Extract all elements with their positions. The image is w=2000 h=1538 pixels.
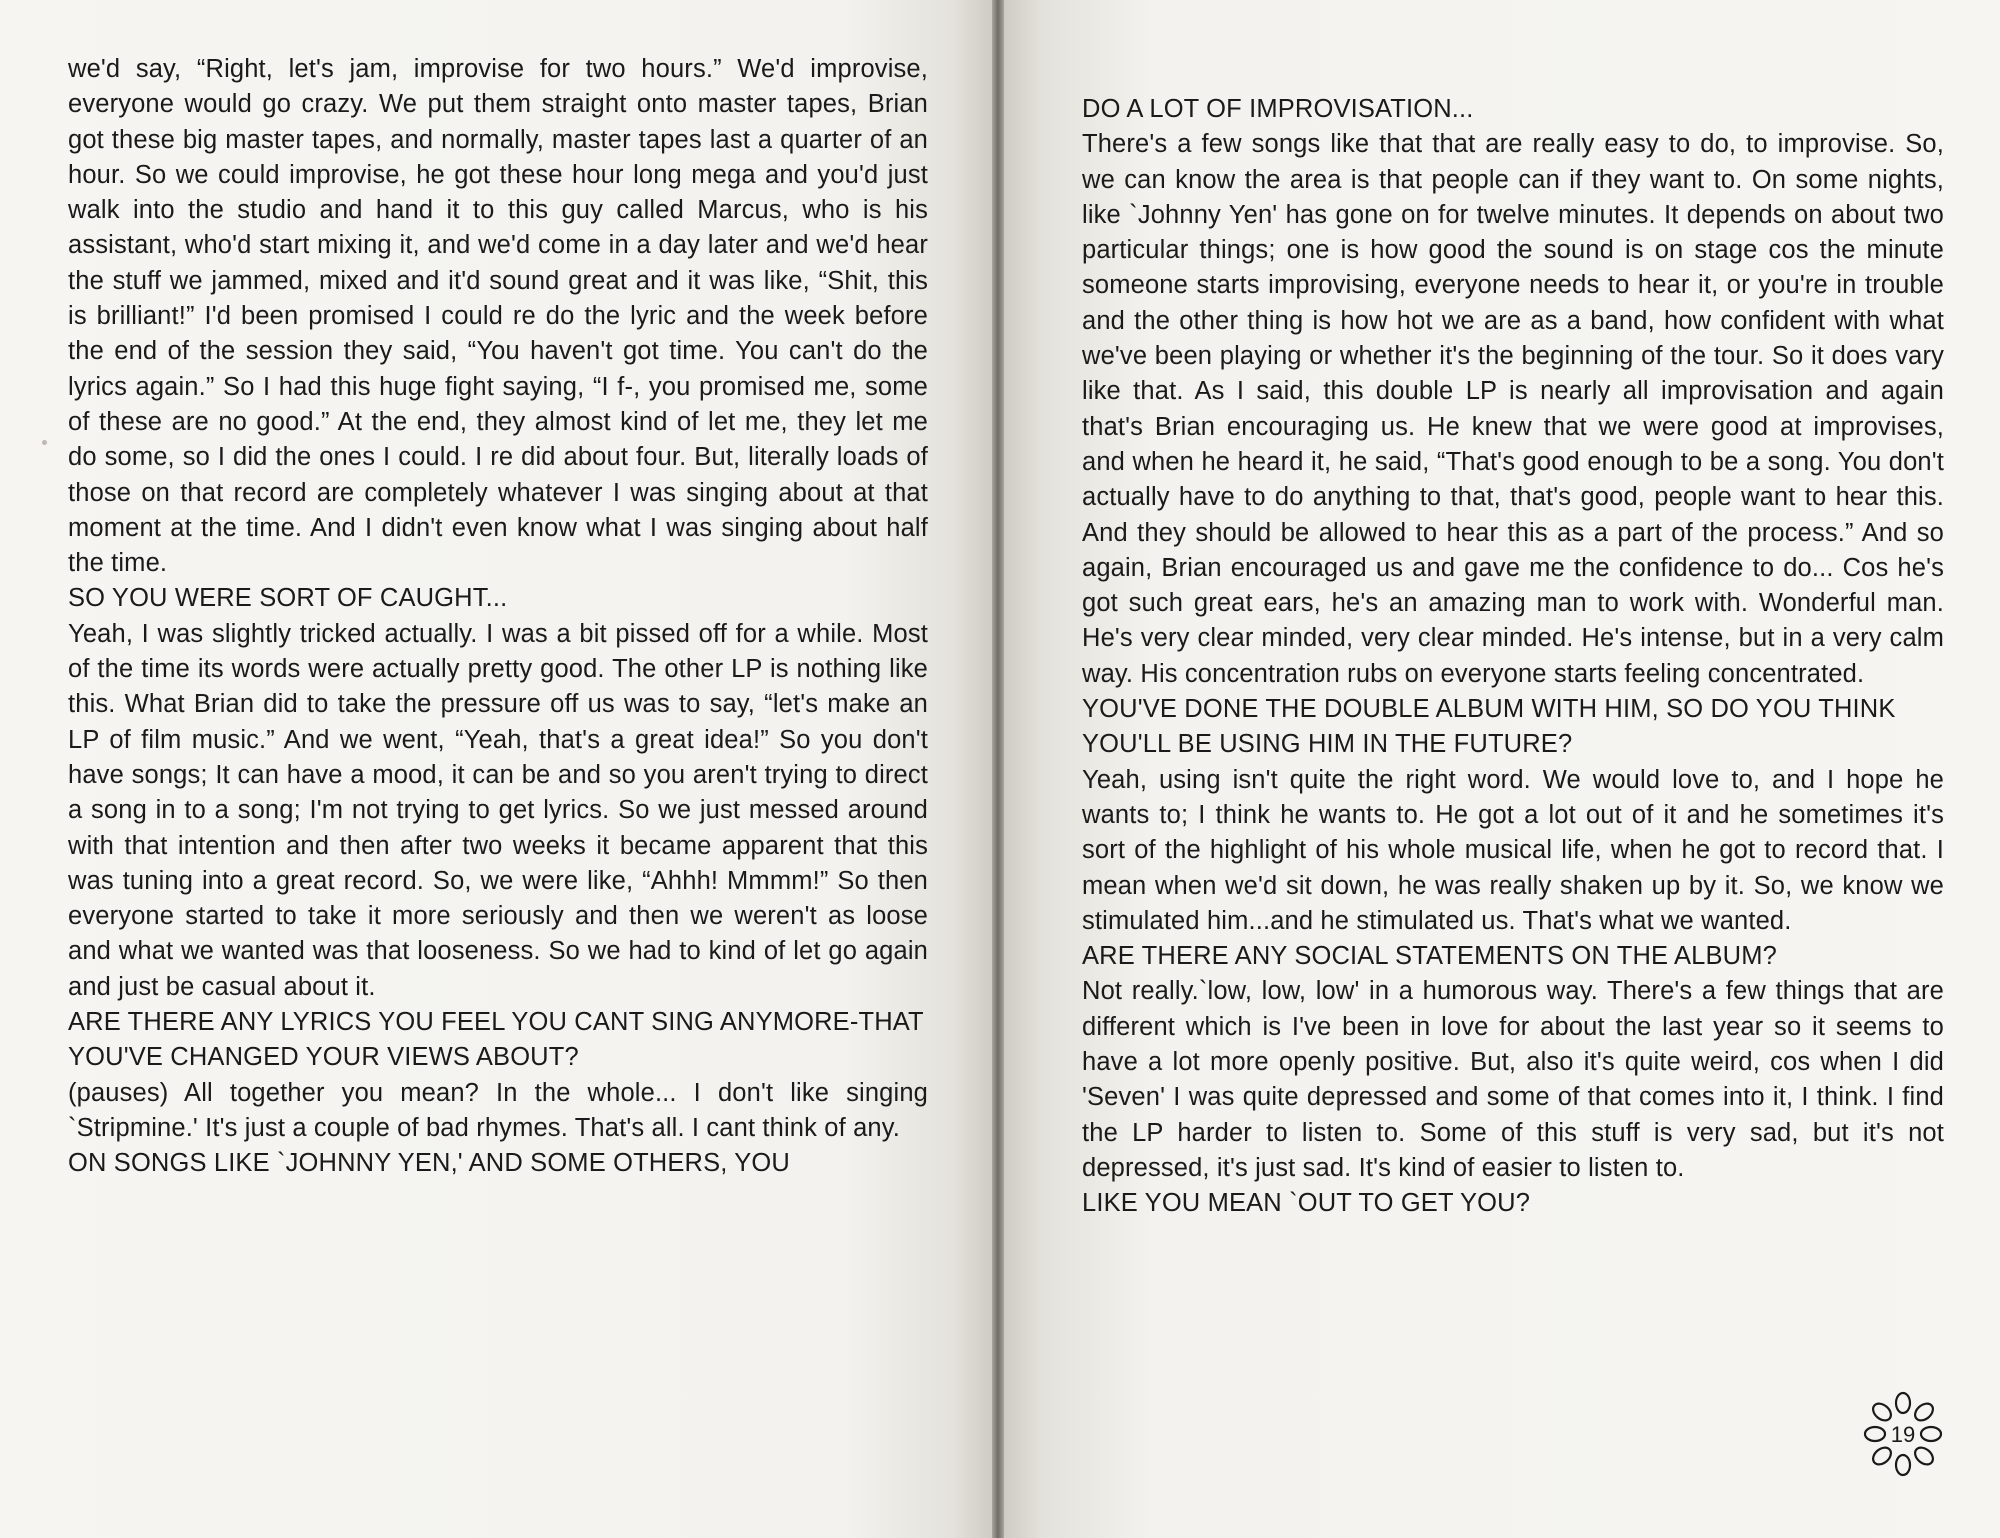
left-question-1: SO YOU WERE SORT OF CAUGHT...	[68, 584, 508, 613]
left-page	[0, 0, 992, 1538]
right-paragraph-1: There's a few songs like that that are really easy to do, to improvise. So, we can know the area is that people can if they want to. On some nights, like `Johnny Yen' has gone on for twelve minutes. It depends on about two particular things; one is how good the sound is on stage cos the minute someone starts improvising, everyone needs to hear it, or you're in trouble and the other thing is how hot we are as a band, how confident with what we've been playing or whether it's the beginning of the tour. So it does vary like that. As I said, this double LP is nearly all improvisation and again that's Brian encouraging us. He knew that we were good at improvises, and when he heard it, he said, “That's good enough to be a song. You don't actually have to do anything to that, that's good, people want to hear this. And they should be allowed to hear this as a part of the process.” And so again, Brian encouraged us and gave me the confidence to do... Cos he's got such great ears, he's an amazing man to work with. Wonderful man. He's very clear minded, very clear minded. He's intense, but in a very calm way. His concentration rubs on everyone starts feeling concentrated.	[1082, 130, 1944, 688]
left-question-2: ARE THERE ANY LYRICS YOU FEEL YOU CANT SING ANYMORE-THAT YOU'VE CHANGED YOUR VIEWS ABOUT?	[68, 1008, 924, 1072]
right-question-2: YOU'VE DONE THE DOUBLE ALBUM WITH HIM, SO DO YOU THINK YOU'LL BE USING HIM IN THE FUTURE?	[1082, 695, 1896, 759]
right-paragraph-3: Not really.`low, low, low' in a humorous way. There's a few things that are different which is I've been in love for about the last year so it seems to have a lot more openly positive. But, also it's quite weird, cos when I did 'Seven' I was quite depressed and some of that comes into it, I think. I find the LP harder to listen to. Some of this stuff is very sad, but it's not depressed, it's just sad. It's kind of easier to listen to.	[1082, 977, 1944, 1182]
page-number: 19	[1890, 1422, 1916, 1447]
right-question-3: ARE THERE ANY SOCIAL STATEMENTS ON THE ALBUM?	[1082, 942, 1777, 971]
left-paragraph-3: (pauses) All together you mean? In the whole... I don't like singing `Stripmine.' It's just a couple of bad rhymes. That's all. I cant think of any.	[68, 1078, 928, 1142]
right-question-4: LIKE YOU MEAN `OUT TO GET YOU?	[1082, 1189, 1531, 1218]
right-question-1: DO A LOT OF IMPROVISATION...	[1082, 95, 1474, 123]
left-paragraph-2: Yeah, I was slightly tricked actually. I was a bit pissed off for a while. Most of the time its words were actually pretty good. The other LP is nothing like this. What Brian did to take the pressure off us was to say, “let's make an LP of film music.” And we went, “Yeah, that's a great idea!” So you don't have songs; It can have a mood, it can be and so you aren't trying to direct a song in to a song; I'm not trying to get lyrics. So we just messed around with that intention and then after two weeks it became apparent that this was tuning into a great record. So, we were like, “Ahhh! Mmmm!” So then everyone started to take it more seriously and then we weren't as loose and what we wanted was that looseness. So we had to kind of let go again and just be casual about it.	[68, 619, 928, 1001]
right-page	[1004, 0, 2000, 1538]
right-paragraph-2: Yeah, using isn't quite the right word. We would love to, and I hope he wants to; I think he wants to. He got a lot out of it and he sometimes it's sort of the highlight of his whole musical life, when he got to record that. I mean when we'd sit down, he was really shaken up by it. So, we know we stimulated him...and he stimulated us. That's what we wanted.	[1082, 765, 1944, 935]
left-page-text	[68, 52, 928, 1182]
flower-page-number-icon	[1862, 1390, 1944, 1478]
book-gutter	[992, 0, 1004, 1538]
right-page-text	[1082, 92, 1944, 1222]
left-paragraph-1: we'd say, “Right, let's jam, improvise for two hours.” We'd improvise, everyone would go crazy. We put them straight onto master tapes, Brian got these big master tapes, and normally, master tapes last a quarter of an hour. So we could improvise, he got these hour long mega and you'd just walk into the studio and hand it to this guy called Marcus, who is his assistant, who'd start mixing it, and we'd come in a day later and we'd hear the stuff we jammed, mixed and it'd sound great and it was like, “Shit, this is brilliant!” I'd been promised I could re do the lyric and the week before the end of the session they said, “You haven't got time. You can't do the lyrics again.” So I had this huge fight saying, “I f-, you promised me, some of these are no good.” At the end, they almost kind of let me, they let me do some, so I did the ones I could. I re did about four. But, literally loads of those on that record are completely whatever I was singing about at that moment at the time. And I didn't even know what I was singing about half the time.	[68, 55, 928, 578]
left-question-3: ON SONGS LIKE `JOHNNY YEN,' AND SOME OTHERS, YOU	[68, 1149, 790, 1178]
